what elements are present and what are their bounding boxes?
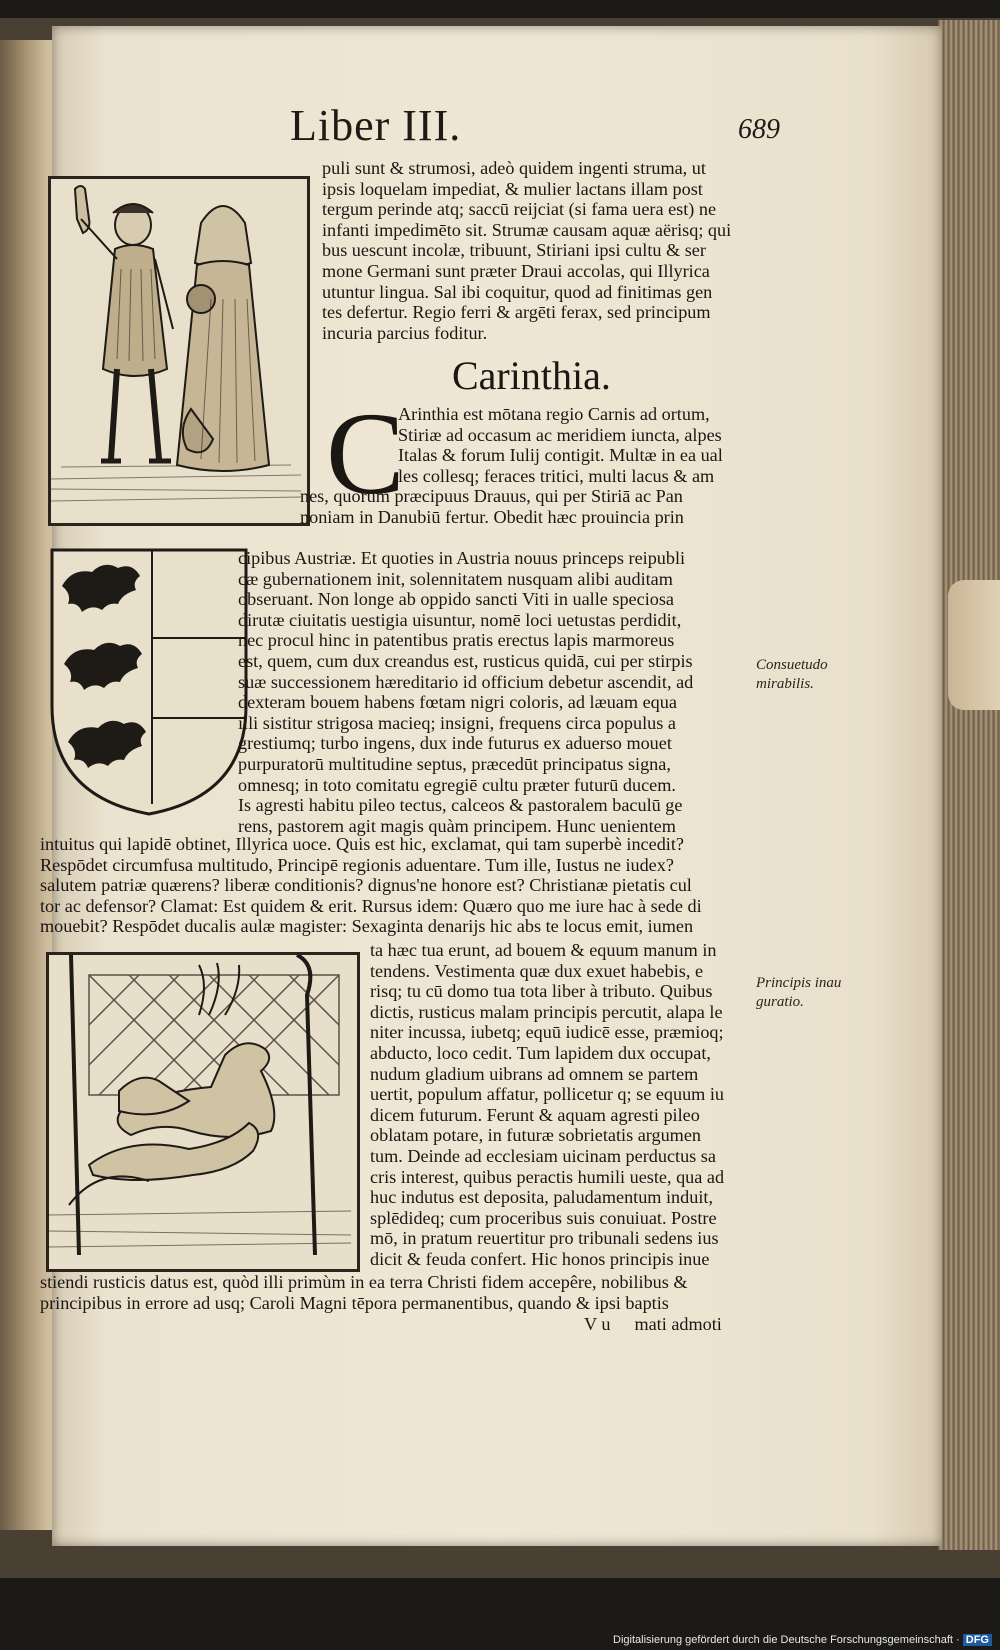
text-line: salutem patriæ quærens? liberæ conditionis? dignus'ne honore est? Christianæ pietatis cul <box>40 875 692 896</box>
text-line: abducto, loco cedit. Tum lapidem dux occupat, <box>370 1042 711 1063</box>
text-block-full-width <box>40 834 702 937</box>
text-line: bus uescunt incolæ, tribuunt, Stiriani ipsi cultu & ser <box>322 240 706 261</box>
footer-text: Digitalisierung gefördert durch die Deutsche Forschungsgemeinschaft · <box>613 1634 960 1646</box>
page-title: Liber III. <box>290 101 462 150</box>
text-line: splēdideq; cum proceribus suis conuiuat. Postre <box>370 1207 717 1228</box>
text-line: tendens. Vestimenta quæ dux exuet habebis, e <box>370 960 704 981</box>
text-line: infanti impedimēto sit. Strumæ causam aquæ aërisq; qui <box>322 219 732 240</box>
woodcut-peasant-couple-icon <box>48 176 310 526</box>
text-line: mouebit? Respōdet ducalis aulæ magister: Sexaginta denarijs hic abs te locus emit, iumen <box>40 916 694 937</box>
text-block-dropcap <box>398 404 723 486</box>
text-line: rens, pastorem agit magis quàm principem. Hunc uenientem <box>238 815 676 836</box>
catchword <box>584 1314 722 1335</box>
margin-note-line: mirabilis. <box>756 676 814 692</box>
text-line: oblatam potare, in futuræ sobrietatis argumen <box>370 1125 701 1146</box>
text-line: omnesq; in toto comitatu egregiē cultu præter futurū ducem. <box>238 774 676 795</box>
text-line: dirutæ ciuitatis uestigia uisuntur, nomē loci uetustas perdidit, <box>238 609 682 630</box>
text-line: mō, in pratum reuertitur pro tribunali sedens ius <box>370 1228 719 1249</box>
text-line: obseruant. Non longe ab oppido sancti Viti in ualle speciosa <box>238 589 674 610</box>
bookmark-tab <box>948 580 1000 710</box>
text-line: les collesq; feraces tritici, multi lacus & am <box>398 465 715 486</box>
woodcut-hunting-dogs-icon <box>46 952 360 1272</box>
text-line: uertit, populum affatur, pollicetur q; se equum iu <box>370 1084 725 1105</box>
text-line: huc indutus est deposita, paludamentum induit, <box>370 1187 713 1208</box>
margin-note <box>756 974 841 1012</box>
text-line: nudum gladium uibrans ad omnem se partem <box>370 1063 699 1084</box>
text-line: Stiriæ ad occasum ac meridiem iuncta, alpes <box>398 424 722 445</box>
drop-cap: C <box>326 388 405 519</box>
margin-note-line: Consuetudo <box>756 657 828 673</box>
text-line: noniam in Danubiū fertur. Obedit hæc prouincia prin <box>300 506 684 527</box>
text-line: tum. Deinde ad ecclesiam uicinam perductus sa <box>370 1145 716 1166</box>
text-line: tergum perinde atq; saccū reijciat (si fama uera est) ne <box>322 199 717 220</box>
page-number: 689 <box>738 114 780 145</box>
margin-note-line: Principis inau <box>756 975 842 991</box>
text-line: ta hæc tua erunt, ad bouem & equum manum in <box>370 940 717 960</box>
text-block-lower <box>370 940 724 1270</box>
text-line: est, quem, cum dux creandus est, rusticus quidā, cui per stirpis <box>238 650 693 671</box>
footer-credit <box>613 1634 992 1646</box>
text-line: puli sunt & strumosi, adeò quidem ingenti struma, ut <box>322 158 706 178</box>
text-line: mone Germani sunt præter Draui accolas, qui Illyrica <box>322 260 710 281</box>
text-line: Arinthia est mōtana regio Carnis ad ortum, <box>398 404 710 424</box>
text-block-mid2 <box>238 548 693 836</box>
text-line: stiendi rusticis datus est, quòd illi primùm in ea terra Christi fidem accepêre, nobilibus & <box>40 1272 688 1292</box>
text-line: nes, quorum præcipuus Drauus, qui per Stiriā ac Pan <box>300 486 683 506</box>
text-line: tes defertur. Regio ferri & argēti ferax, sed principum <box>322 302 711 323</box>
text-line: Is agresti habitu pileo tectus, calceos & pastoralem baculū ge <box>238 795 683 816</box>
text-line: niter incussa, iubetq; equū iudicē esse, præmioq; <box>370 1022 724 1043</box>
text-line: Italas & forum Iulij contigit. Multæ in ea ual <box>398 445 723 466</box>
text-block-mid1 <box>300 486 684 527</box>
text-line: grestiumq; turbo ingens, dux inde futurus ex aduerso mouet <box>238 733 672 754</box>
section-title: Carinthia. <box>452 353 611 398</box>
text-line: principibus in errore ad usq; Caroli Magni tēpora permanentibus, quando & ipsi baptis <box>40 1292 669 1313</box>
text-line: nec procul hinc in patentibus pratis erectus lapis marmoreus <box>238 630 675 651</box>
text-line: utuntur lingua. Sal ibi coquitur, quod ad finitimas gen <box>322 281 713 302</box>
text-line: dexteram bouem habens fœtam nigri coloris, ad læuam equa <box>238 692 677 713</box>
text-line: intuitus qui lapidē obtinet, Illyrica uoce. Quis est hic, exclamat, qui tam superbè incedit? <box>40 834 684 854</box>
text-line: incuria parcius foditur. <box>322 322 488 343</box>
text-line: cæ gubernationem init, solennitatem nusquam alibi auditam <box>238 568 673 589</box>
page-header <box>290 100 780 156</box>
text-line: purpuratorū multitudine septus, præcedūt principatus signa, <box>238 753 671 774</box>
text-line: suæ successionem hæreditario id officium debetur ascendit, ad <box>238 671 694 692</box>
text-line: risq; tu cū domo tua tota liber à tributo. Quibus <box>370 981 713 1002</box>
text-line: dictis, rusticus malam principis percutit, alapa le <box>370 1001 723 1022</box>
text-line: dicem futurum. Ferunt & aquam agresti pileo <box>370 1104 700 1125</box>
text-block-top <box>322 158 731 343</box>
margin-note <box>756 656 828 694</box>
text-line: cris interest, quibus peractis humili ueste, qua ad <box>370 1166 725 1187</box>
catchword-text: mati admoti <box>634 1314 722 1334</box>
text-line: tor ac defensor? Clamat: Est quidem & erit. Rursus idem: Quæro quo me iure hac à sede di <box>40 895 702 916</box>
text-block-bottom <box>40 1272 688 1313</box>
signature-mark: V u <box>584 1314 611 1334</box>
carinthia-coat-of-arms-icon <box>48 546 250 818</box>
margin-note-line: guratio. <box>756 994 804 1010</box>
text-line: ipsis loquelam impediat, & mulier lactans illam post <box>322 178 703 199</box>
page-edges-right <box>938 20 1000 1550</box>
text-line: Respōdet circumfusa multitudo, Principē regionis aduentare. Tum ille, Iustus ne iudex? <box>40 854 674 875</box>
text-line: cipibus Austriæ. Et quoties in Austria nouus princeps reipubli <box>238 548 686 568</box>
text-line: dicit & feuda confert. Hic honos principis inue <box>370 1248 710 1269</box>
text-line: illi sistitur strigosa macieq; insigni, frequens circa populus a <box>238 712 676 733</box>
dfg-logo-icon: DFG <box>963 1634 992 1646</box>
